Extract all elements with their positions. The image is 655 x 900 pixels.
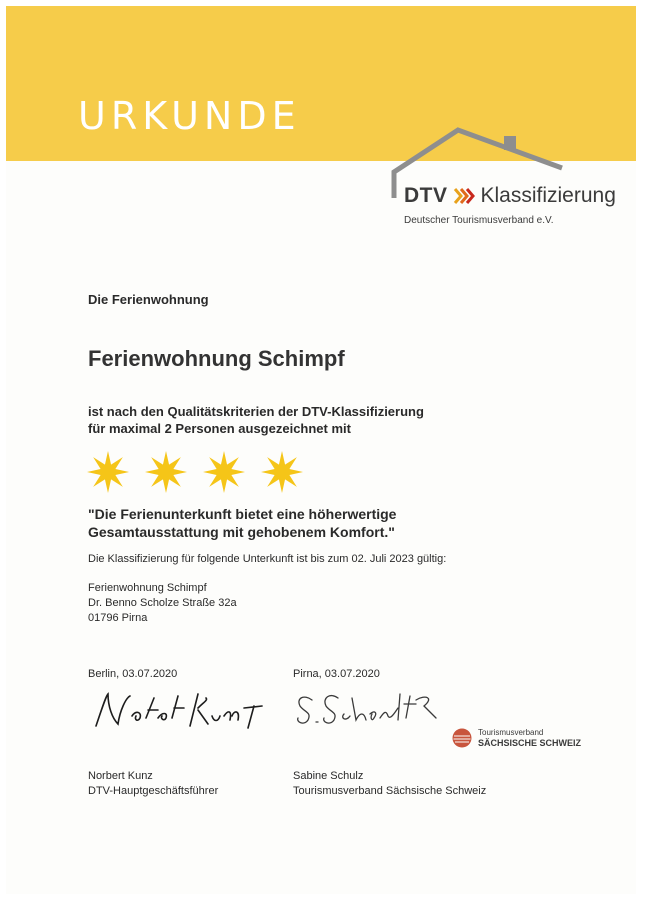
partner-logo-line2: SÄCHSISCHE SCHWEIZ (478, 738, 582, 748)
star-rating (86, 450, 304, 494)
certificate-title: URKUNDE (78, 94, 301, 138)
star-icon (144, 450, 188, 494)
partner-logo-line1: Tourismusverband (478, 728, 544, 737)
star-icon (260, 450, 304, 494)
criteria-line: ist nach den Qualitätskriterien der DTV-Klassifizierung (88, 404, 424, 419)
criteria-line: für maximal 2 Personen ausgezeichnet mit (88, 421, 351, 436)
quote-line: "Die Ferienunterkunft bietet eine höherwertige (88, 506, 397, 522)
dtv-wordmark: DTV (404, 184, 448, 207)
address-block (88, 581, 237, 626)
partner-logo-text (478, 728, 581, 748)
property-name: Ferienwohnung Schimpf (88, 346, 345, 371)
klassifizierung-wordmark: Klassifizierung (480, 184, 616, 207)
validity-text: Die Klassifizierung für folgende Unterkunft ist bis zum 02. Juli 2023 gültig: (88, 553, 447, 565)
chevron-arrows-icon (453, 187, 475, 205)
dtv-klassifizierung-logo (404, 184, 616, 208)
rating-quote (88, 505, 396, 541)
address-line: Dr. Benno Scholze Straße 32a (88, 597, 237, 609)
right-signatory (293, 769, 486, 799)
intro-text: Die Ferienwohnung (88, 292, 209, 307)
signatory-name: Norbert Kunz (88, 770, 153, 782)
saechsische-schweiz-logo (452, 728, 581, 748)
address-line: 01796 Pirna (88, 612, 148, 624)
signatory-role: DTV-Hauptgeschäftsführer (88, 785, 219, 797)
address-line: Ferienwohnung Schimpf (88, 582, 207, 594)
signatory-name: Sabine Schulz (293, 770, 364, 782)
right-place-date: Pirna, 03.07.2020 (293, 668, 380, 680)
signature-norbert-kunz (92, 688, 272, 732)
signature-sabine-schulz (294, 684, 444, 728)
dtv-subtitle: Deutscher Tourismusverband e.V. (404, 215, 554, 226)
certificate-page (6, 6, 636, 894)
criteria-text (88, 403, 424, 437)
left-place-date: Berlin, 03.07.2020 (88, 668, 178, 680)
star-icon (202, 450, 246, 494)
signatory-role: Tourismusverband Sächsische Schweiz (293, 785, 487, 797)
quote-line: Gesamtausstattung mit gehobenem Komfort." (88, 524, 395, 540)
tourismusverband-emblem-icon (452, 728, 472, 748)
star-icon (86, 450, 130, 494)
left-signatory (88, 769, 218, 799)
